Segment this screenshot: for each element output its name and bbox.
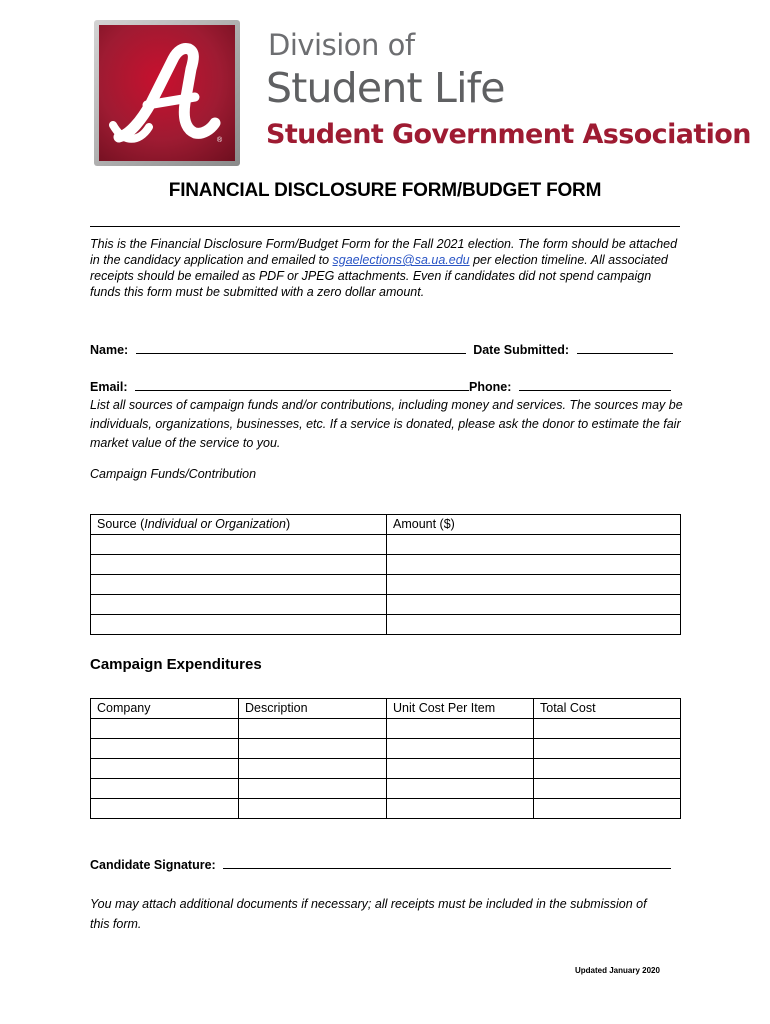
date-submitted-label: Date Submitted: [473, 343, 570, 357]
company-cell[interactable] [91, 779, 239, 799]
source-cell[interactable] [91, 595, 387, 615]
description-cell[interactable] [239, 739, 387, 759]
table-row [91, 779, 681, 799]
title-divider [90, 226, 680, 227]
description-header: Description [239, 699, 387, 719]
source-cell[interactable] [91, 615, 387, 635]
division-label: Division of [268, 28, 415, 62]
amount-cell[interactable] [387, 615, 681, 635]
unit-cost-header: Unit Cost Per Item [387, 699, 534, 719]
signature-row [90, 856, 671, 872]
company-cell[interactable] [91, 719, 239, 739]
source-cell[interactable] [91, 555, 387, 575]
unit-cost-cell[interactable] [387, 779, 534, 799]
election-email-link[interactable]: sgaelections@sa.ua.edu [332, 253, 470, 267]
email-field[interactable] [135, 378, 469, 391]
description-cell[interactable] [239, 779, 387, 799]
amount-cell[interactable] [387, 535, 681, 555]
total-cost-cell[interactable] [534, 799, 681, 819]
name-field[interactable] [136, 341, 466, 354]
funds-instructions: List all sources of campaign funds and/or contributions, including money and services. The sources may be individuals, organizations, businesses, etc. If a service is donated, please ask the donor to estimate the fair market value of the service to you. [90, 398, 683, 450]
unit-cost-cell[interactable] [387, 799, 534, 819]
company-cell[interactable] [91, 739, 239, 759]
unit-cost-cell[interactable] [387, 739, 534, 759]
description-cell[interactable] [239, 719, 387, 739]
script-a-icon [99, 25, 235, 161]
total-cost-cell[interactable] [534, 739, 681, 759]
source-cell[interactable] [91, 535, 387, 555]
organization-label: Student Government Association [266, 119, 751, 150]
email-label: Email: [90, 380, 128, 394]
amount-cell[interactable] [387, 595, 681, 615]
unit-cost-cell[interactable] [387, 719, 534, 739]
updated-note: Updated January 2020 [575, 966, 660, 975]
unit-cost-cell[interactable] [387, 759, 534, 779]
form-title: FINANCIAL DISCLOSURE FORM/BUDGET FORM [168, 180, 602, 201]
table-row [91, 555, 681, 575]
table-row [91, 739, 681, 759]
amount-cell[interactable] [387, 555, 681, 575]
source-cell[interactable] [91, 575, 387, 595]
expenditures-heading: Campaign Expenditures [90, 656, 262, 673]
date-submitted-field[interactable] [577, 341, 673, 354]
company-header: Company [91, 699, 239, 719]
funds-header-row [91, 515, 681, 535]
intro-text-1: This is the Financial Disclosure Form/Budget Form for the Fall 2021 election. The form should be attached in the candidacy application and emailed to [90, 237, 678, 267]
company-cell[interactable] [91, 759, 239, 779]
signature-field[interactable] [223, 856, 671, 869]
registered-mark: ® [217, 137, 223, 144]
intro-text-2: per election timeline. All associated receipts should be emailed as PDF or JPEG attachments. Even if candidates did not spend campaign funds this form must be submitted with a zero dollar amount. [90, 253, 668, 299]
total-cost-cell[interactable] [534, 779, 681, 799]
ua-logo [94, 20, 240, 166]
company-cell[interactable] [91, 799, 239, 819]
unit-label: Student Life [266, 64, 505, 112]
table-row [91, 799, 681, 819]
table-row [91, 595, 681, 615]
source-header: Source (Individual or Organization) [91, 515, 387, 535]
total-cost-cell[interactable] [534, 759, 681, 779]
expenditures-header-row [91, 699, 681, 719]
total-cost-cell[interactable] [534, 719, 681, 739]
table-row [91, 615, 681, 635]
funds-table [90, 514, 681, 635]
total-cost-header: Total Cost [534, 699, 681, 719]
email-phone-row [90, 378, 671, 394]
amount-header: Amount ($) [387, 515, 681, 535]
table-row [91, 575, 681, 595]
funds-section-label: Campaign Funds/Contribution [90, 467, 257, 481]
table-row [91, 535, 681, 555]
name-label: Name: [90, 343, 129, 357]
description-cell[interactable] [239, 759, 387, 779]
logo-red-field [99, 25, 235, 161]
closing-note: You may attach additional documents if necessary; all receipts must be included in the submission of this form. [90, 897, 647, 931]
name-date-row [90, 341, 673, 357]
amount-cell[interactable] [387, 575, 681, 595]
expenditures-table [90, 698, 681, 819]
signature-label: Candidate Signature: [90, 858, 216, 872]
description-cell[interactable] [239, 799, 387, 819]
phone-label: Phone: [469, 380, 512, 394]
table-row [91, 759, 681, 779]
table-row [91, 719, 681, 739]
intro-paragraph [90, 236, 685, 300]
phone-field[interactable] [519, 378, 671, 391]
